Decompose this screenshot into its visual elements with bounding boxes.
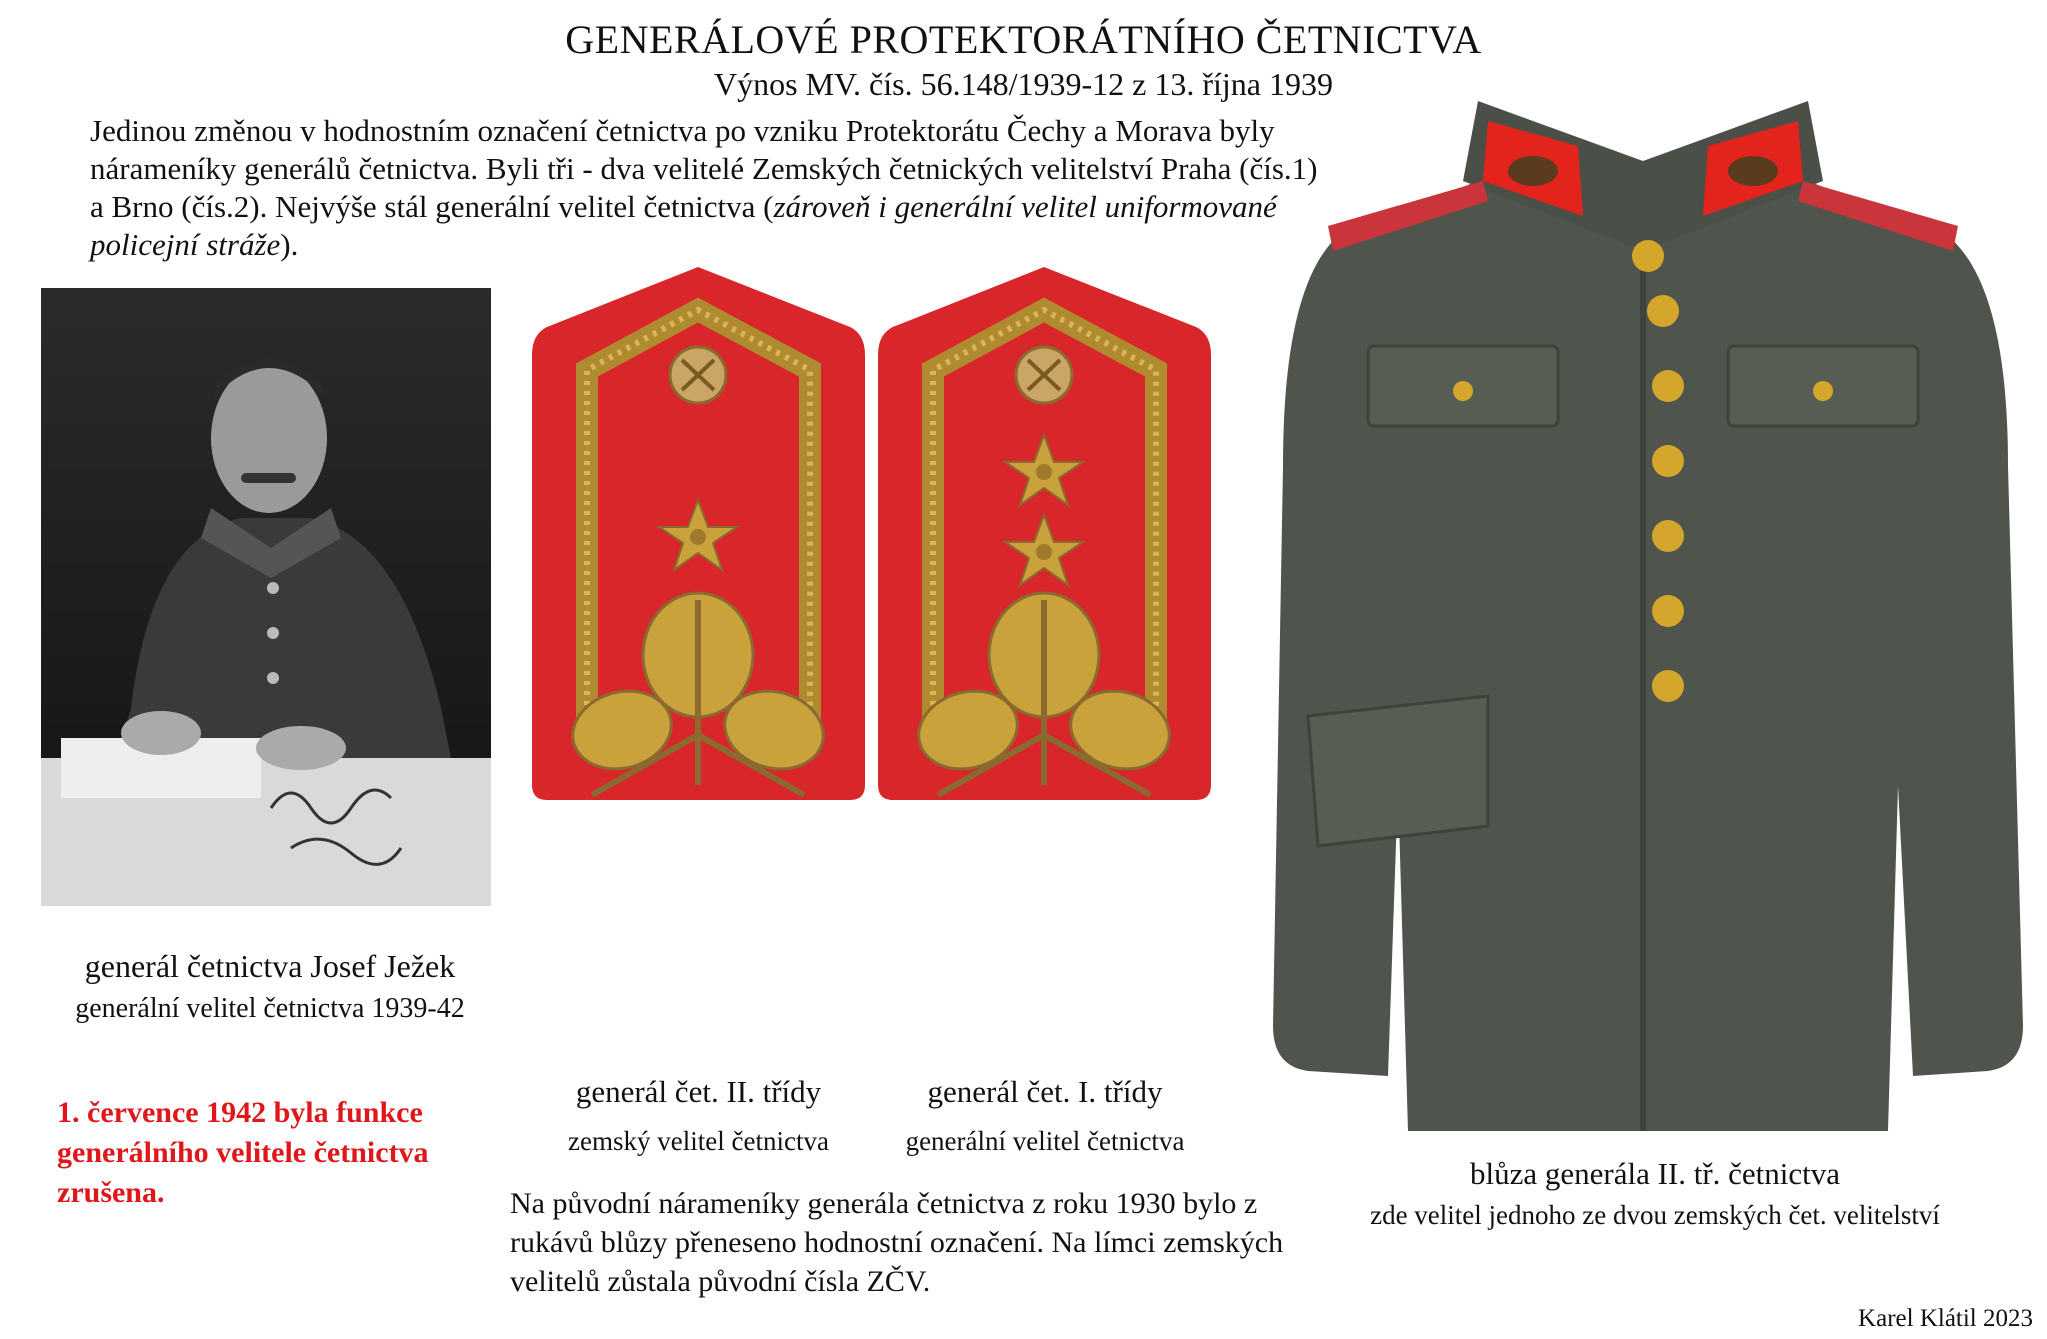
abolition-note: 1. července 1942 byla funkce generálního velitele četnictva zrušena. xyxy=(57,1096,429,1209)
strap-2-rank-caption: generál čet. I. třídy xyxy=(927,1074,1163,1109)
intro-paragraph xyxy=(90,112,1320,264)
page-title: GENERÁLOVÉ PROTEKTORÁTNÍHO ČETNICTVA xyxy=(565,17,1482,62)
intro-text-2: ). xyxy=(280,227,299,262)
portrait-role-caption: generální velitel četnictva 1939-42 xyxy=(75,993,465,1024)
shoulder-strap-class-2 xyxy=(532,265,865,800)
tunic-photo xyxy=(1248,86,2038,1166)
intro-text-1: Jedinou změnou v hodnostním označení četnictva po vzniku Protektorátu Čechy a Morava byly nárameníky generálů četnictva. Byli tři - dva velitelé Zemských četnických velitelství Praha (čís.1) a Brno (čís.2). Nejvýše stál generální velitel četnictva ( xyxy=(90,113,1318,224)
strap-1-role-caption: zemský velitel četnictva xyxy=(568,1126,829,1156)
portrait-image xyxy=(41,288,491,906)
shoulder-strap-image xyxy=(532,265,865,800)
intro-text-italic: zároveň i generální velitel uniformované policejní stráže xyxy=(90,189,1277,262)
decree-subtitle: Výnos MV. čís. 56.148/1939-12 z 13. října 1939 xyxy=(714,66,1333,102)
strap-2-role-caption: generální velitel četnictva xyxy=(905,1126,1185,1156)
tunic-subcaption: zde velitel jednoho ze dvou zemských čet. velitelství xyxy=(1370,1200,1940,1230)
straps-note: Na původní nárameníky generála četnictva z roku 1930 bylo z rukávů blůzy přeneseno hodnostní označení. Na límci zemských velitelů zůstala původní čísla ZČV. xyxy=(510,1187,1284,1298)
tunic-caption: blůza generála II. tř. četnictva xyxy=(1469,1156,1841,1191)
portrait-name-caption: generál četnictva Josef Ježek xyxy=(84,948,456,984)
portrait-photo xyxy=(41,288,491,906)
tunic-image xyxy=(1248,86,2038,1166)
shoulder-strap-class-1 xyxy=(878,265,1211,800)
shoulder-strap-image xyxy=(878,265,1211,800)
author-credit: Karel Klátil 2023 xyxy=(1858,1305,2033,1332)
strap-1-rank-caption: generál čet. II. třídy xyxy=(575,1074,822,1109)
